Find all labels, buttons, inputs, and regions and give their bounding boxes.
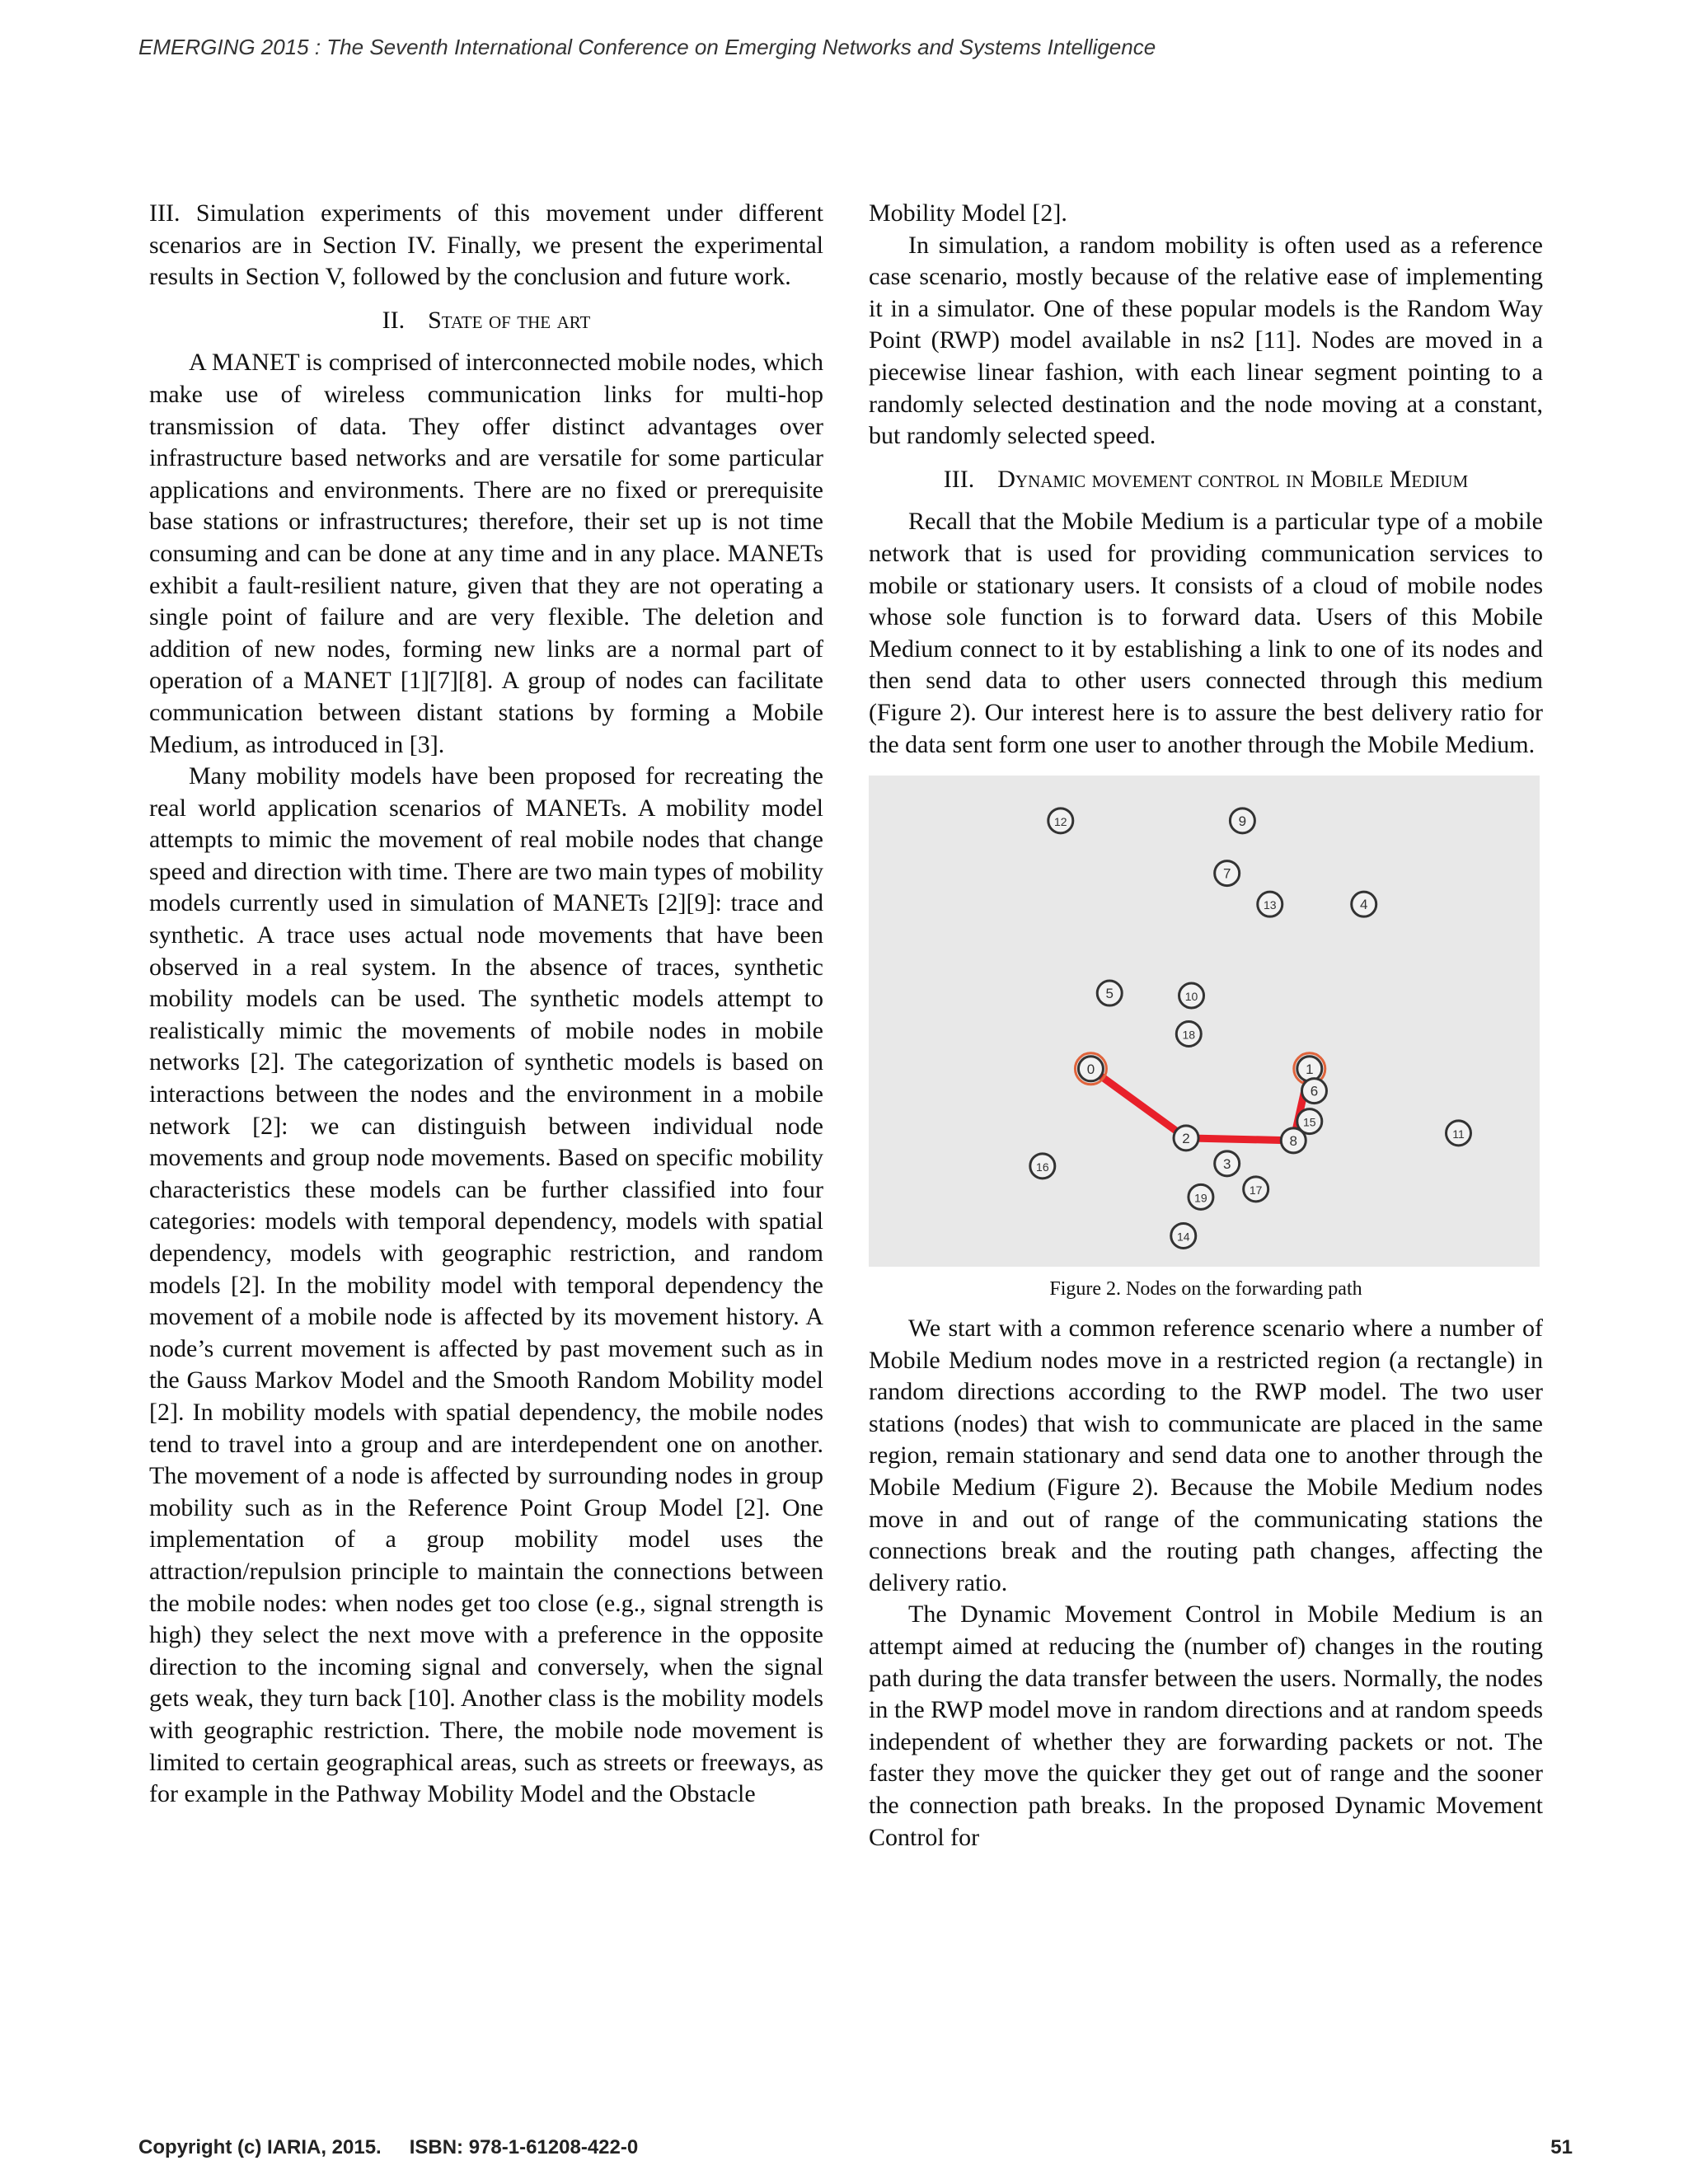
node-14 xyxy=(1171,1224,1196,1249)
section-number: III. xyxy=(943,465,975,493)
section-heading-3 xyxy=(869,464,1543,496)
node-label: 8 xyxy=(1289,1132,1297,1149)
section-heading-2 xyxy=(149,305,823,337)
section-title: State of the art xyxy=(428,306,591,334)
node-label: 11 xyxy=(1452,1127,1465,1141)
right-column xyxy=(869,198,1543,1854)
node-6 xyxy=(1301,1079,1326,1104)
node-0 xyxy=(1075,1053,1106,1085)
intro-paragraph-end: III. Simulation experiments of this movement under different scenarios are in Section IV. Finally, we present the experimental results in Section V, followed by the conclusion and future work. xyxy=(149,199,823,291)
copyright-text: Copyright (c) IARIA, 2015. xyxy=(138,2136,382,2158)
figure-caption: Figure 2. Nodes on the forwarding path xyxy=(1049,1278,1362,1301)
paragraph-continued: Mobility Model [2]. xyxy=(869,199,1067,227)
node-label: 6 xyxy=(1310,1083,1319,1099)
isbn-text: ISBN: 978-1-61208-422-0 xyxy=(409,2136,639,2158)
running-header: EMERGING 2015 : The Seventh International Conference on Emerging Networks and Systems Intelligence xyxy=(138,35,1156,59)
node-label: 4 xyxy=(1359,897,1368,913)
node-9 xyxy=(1230,808,1254,833)
left-column xyxy=(149,198,823,1811)
node-10 xyxy=(1179,983,1204,1008)
node-label: 13 xyxy=(1263,898,1277,912)
node-label: 1 xyxy=(1306,1061,1314,1077)
paragraph-reference-scenario: We start with a common reference scenario where a number of Mobile Medium nodes move in a restricted region (a rectangle) in random directions according to the RWP model. The two user stations (nodes) that wish to communicate are placed in the same region, remain stationary and send data one to another through the Mobile Medium (Figure 2). Because the Mobile Medium nodes move in and out of range of the communicating stations the connections break and the routing path changes, affecting the delivery ratio. xyxy=(869,1315,1543,1596)
node-3 xyxy=(1215,1151,1240,1176)
node-label: 10 xyxy=(1184,990,1198,1004)
paragraph-dynamic-movement: The Dynamic Movement Control in Mobile Medium is an attempt aimed at reducing the (number of) changes in the routing path during the data transfer between the users. Normally, the nodes in the RWP model move in random directions and at random speeds independent of whether they are forwarding packets or not. The faster they move the quicker they get out of range and the sooner the connection path breaks. In the proposed Dynamic Movement Control for xyxy=(869,1601,1543,1851)
node-graph-svg xyxy=(869,776,1540,1267)
node-label: 0 xyxy=(1086,1061,1095,1077)
node-7 xyxy=(1215,861,1240,886)
node-label: 19 xyxy=(1194,1191,1207,1205)
paragraph-mobility-models: Many mobility models have been proposed for recreating the real world application scenarios of MANETs. A mobility model attempts to mimic the movement of real mobile nodes that change speed and direction with time. There are two main types of mobility models currently used in simulation of MANETs [2][9]: trace and synthetic. A trace uses actual node movements that have been observed in a real system. In the absence of traces, synthetic mobility models can be used. The synthetic models attempt to realistically mimic the movements of mobile nodes in mobile networks [2]. The categorization of synthetic models is based on interactions between the nodes and the environment in a mobile network [2]: we can distinguish between individual node movements and group node movements. Based on specific mobility characteristics these models can be further classified into four categories: models with temporal dependency, models with spatial dependency, models with geographic restriction, and random models [2]. In the mobility model with temporal dependency the movement of a mobile node is affected by its movement history. A node’s current movement is affected by past movement such as in the Gauss Markov Model and the Smooth Random Mobility model [2]. In mobility models with spatial dependency, the mobile nodes tend to travel into a group and are interdependent one on another. The movement of a node is affected by surrounding nodes in group mobility such as in the Reference Point Group Model [2]. One implementation of a group mobility model uses the attraction/repulsion principle to maintain the connections between the mobile nodes: when nodes get too close (e.g., signal strength is high) they select the next move with a preference in the opposite direction to the incoming signal and conversely, when the signal gets weak, they turn back [10]. Another class is the mobility models with geographic restriction. There, the mobile node movement is limited to certain geographical areas, such as streets or freeways, as for example in the Pathway Mobility Model and the Obstacle xyxy=(149,762,823,1808)
node-label: 9 xyxy=(1238,813,1247,829)
node-16 xyxy=(1030,1154,1055,1179)
paragraph-mobile-medium: Recall that the Mobile Medium is a particular type of a mobile network that is used for providing communication services to mobile or stationary users. It consists of a cloud of mobile nodes whose sole function is to forward data. Users of this Mobile Medium connect to it by establishing a link to one of its nodes and then send data to other users connected through this medium (Figure 2). Our interest here is to assure the best delivery ratio for the data sent form one user to another through the Mobile Medium. xyxy=(869,508,1543,758)
node-13 xyxy=(1258,892,1282,916)
node-label: 18 xyxy=(1182,1028,1196,1042)
paragraph-manet: A MANET is comprised of interconnected mobile nodes, which make use of wireless communication links for multi-hop transmission of data. They offer distinct advantages over infrastructure based networks and are versatile for some particular applications and environments. There are no fixed or prerequisite base stations or infrastructures; therefore, their set up is not time consuming and can be done at any time and in any place. MANETs exhibit a fault-resilient nature, given that they are not operating a single point of failure and are very flexible. The deletion and addition of new nodes, forming new links are a normal part of operation of a MANET [1][7][8]. A group of nodes can facilitate communication between distant stations by forming a Mobile Medium, as introduced in [3]. xyxy=(149,349,823,758)
paragraph-rwp: In simulation, a random mobility is often used as a reference case scenario, mostly because of the relative ease of implementing it in a simulator. One of these popular models is the Random Way Point (RWP) model available in ns2 [11]. Nodes are moved in a piecewise linear fashion, with each linear segment pointing to a randomly selected destination and the node moving at a constant, but randomly selected speed. xyxy=(869,231,1543,450)
node-11 xyxy=(1447,1121,1471,1146)
figure-2-node-graph xyxy=(869,776,1540,1267)
node-label: 3 xyxy=(1222,1155,1231,1172)
node-label: 2 xyxy=(1182,1130,1190,1146)
node-17 xyxy=(1244,1177,1268,1202)
node-8 xyxy=(1281,1128,1306,1153)
node-label: 5 xyxy=(1105,986,1114,1002)
section-number: II. xyxy=(382,306,406,334)
node-18 xyxy=(1176,1022,1201,1047)
forwarding-path xyxy=(1090,1069,1309,1141)
node-label: 7 xyxy=(1222,865,1231,882)
node-12 xyxy=(1048,808,1073,833)
node-label: 15 xyxy=(1303,1115,1316,1129)
node-4 xyxy=(1352,892,1376,916)
node-label: 12 xyxy=(1054,814,1067,828)
node-2 xyxy=(1174,1126,1198,1151)
section-title: Dynamic movement control in Mobile Medium xyxy=(997,465,1469,493)
footer-left xyxy=(138,2136,638,2159)
node-label: 14 xyxy=(1176,1230,1190,1244)
page-number: 51 xyxy=(1550,2136,1573,2158)
node-5 xyxy=(1097,981,1122,1005)
node-label: 17 xyxy=(1249,1183,1263,1197)
node-label: 16 xyxy=(1036,1160,1049,1174)
node-19 xyxy=(1189,1184,1213,1209)
